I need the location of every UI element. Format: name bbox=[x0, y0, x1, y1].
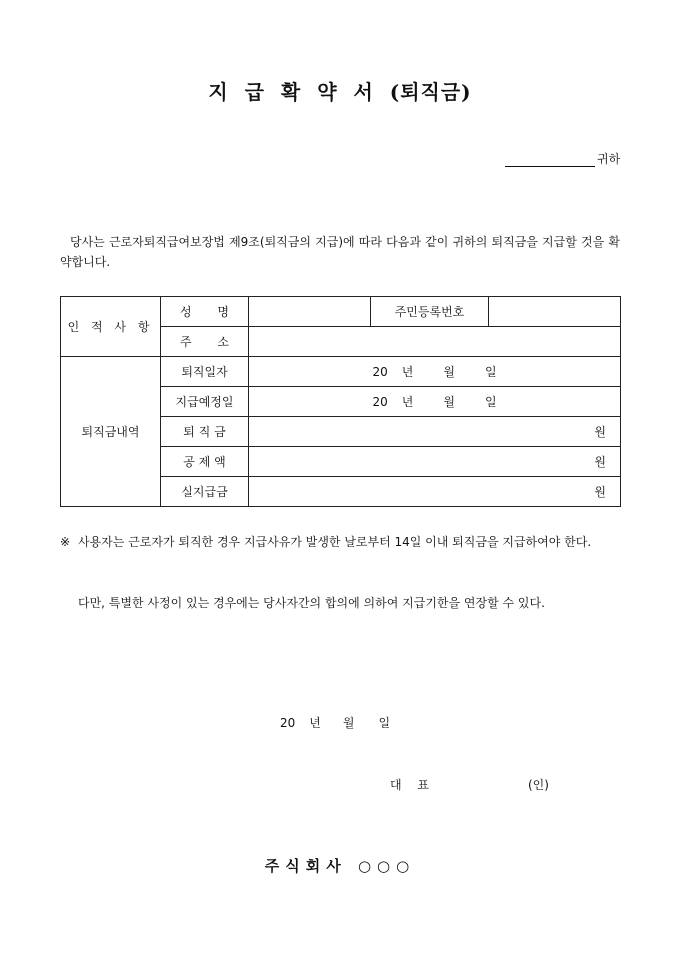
severance-amount-label: 퇴 직 금 bbox=[161, 417, 249, 447]
personal-info-header: 인 적 사 항 bbox=[61, 297, 161, 357]
pay-date-field[interactable]: 20 년 월 일 bbox=[249, 387, 621, 417]
severance-form-table bbox=[60, 296, 621, 507]
address-field[interactable] bbox=[249, 327, 621, 357]
seal-mark[interactable]: (인) bbox=[528, 778, 549, 792]
signing-date-prefix: 20 bbox=[280, 716, 296, 730]
pay-date-label: 지급예정일 bbox=[161, 387, 249, 417]
payment-deadline-note bbox=[60, 532, 625, 552]
rrn-field[interactable] bbox=[489, 297, 621, 327]
signing-date-month: 월 bbox=[342, 716, 355, 730]
note-text: 사용자는 근로자가 퇴직한 경우 지급사유가 발생한 날로부터 14일 이내 퇴직금을 지급하여야 한다. bbox=[78, 535, 592, 549]
address-label: 주 소 bbox=[161, 327, 249, 357]
signing-date[interactable] bbox=[280, 714, 390, 731]
representative-label: 대 표 bbox=[390, 778, 429, 792]
name-field[interactable] bbox=[249, 297, 371, 327]
actual-payment-label: 실지급금 bbox=[161, 477, 249, 507]
intro-paragraph: 당사는 근로자퇴직급여보장법 제9조(퇴직금의 지급)에 따라 다음과 같이 귀하의 퇴직금을 지급할 것을 확약합니다. bbox=[60, 235, 620, 269]
rrn-label: 주민등록번호 bbox=[371, 297, 489, 327]
recipient-line bbox=[505, 150, 620, 167]
retire-date-field[interactable]: 20 년 월 일 bbox=[249, 357, 621, 387]
deduction-field[interactable]: 원 bbox=[249, 447, 621, 477]
recipient-suffix: 귀하 bbox=[597, 152, 621, 166]
note-mark: ※ bbox=[60, 535, 71, 549]
severance-details-header: 퇴직금내역 bbox=[61, 357, 161, 507]
recipient-name-blank[interactable] bbox=[505, 152, 595, 167]
signing-date-year: 년 bbox=[309, 716, 321, 730]
extension-note: 다만, 특별한 사정이 있는 경우에는 당사자간의 합의에 의하여 지급기한을 연장할 수 있다. bbox=[78, 596, 545, 610]
signing-date-day: 일 bbox=[378, 716, 391, 730]
severance-amount-field[interactable]: 원 bbox=[249, 417, 621, 447]
deduction-label: 공 제 액 bbox=[161, 447, 249, 477]
actual-payment-field[interactable]: 원 bbox=[249, 477, 621, 507]
document-title: 지 급 확 약 서 (퇴직금) bbox=[208, 80, 472, 104]
retire-date-label: 퇴직일자 bbox=[161, 357, 249, 387]
company-name: 주식회사 ○○○ bbox=[264, 857, 416, 875]
name-label: 성 명 bbox=[161, 297, 249, 327]
